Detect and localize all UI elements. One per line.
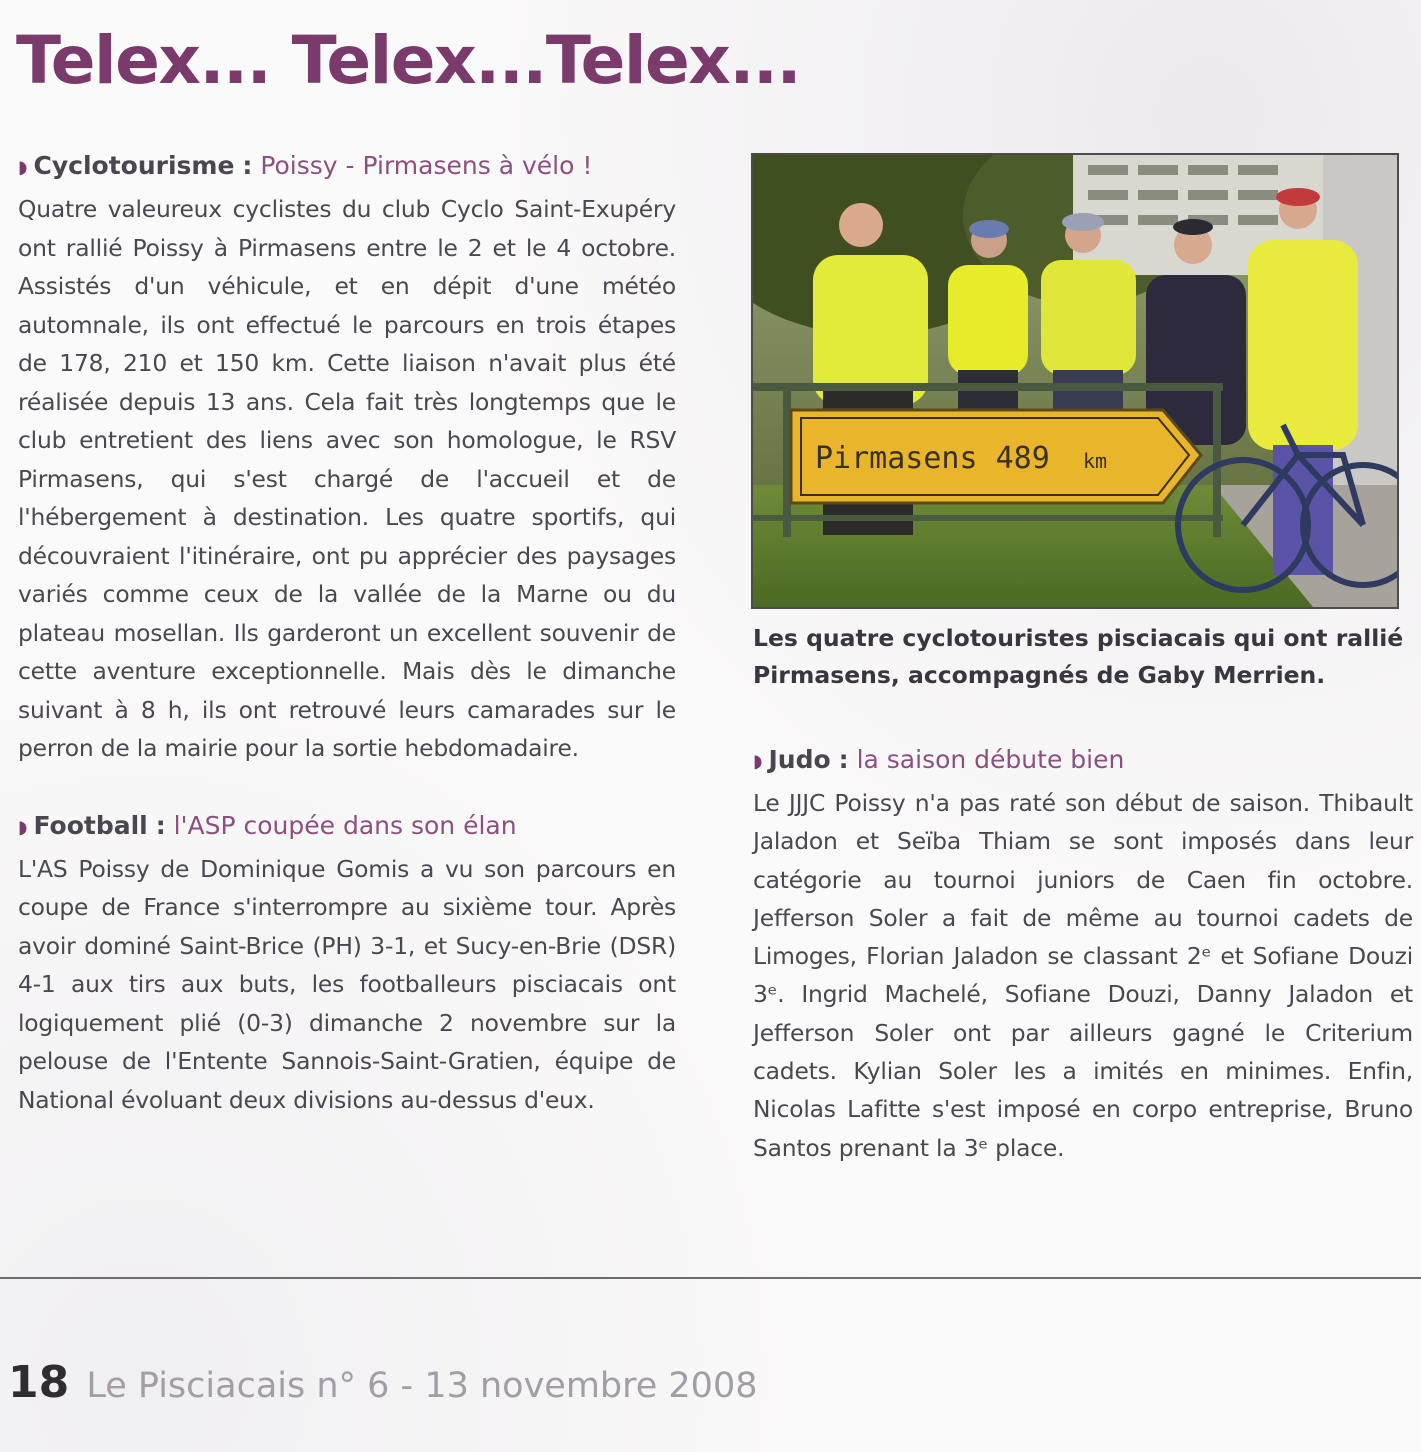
article-heading bbox=[18, 148, 676, 186]
heading-separator: : bbox=[838, 745, 849, 774]
article-body: Quatre valeureux cyclistes du club Cyclo Saint-Exupéry ont rallié Poissy à Pirmasens entre le 2 et le 4 octobre. Assistés d'un véhicule, et en dépit d'une météo automnale, ils ont effectué le parcours en trois étapes de 178, 210 et 150 km. Cette liaison n'avait plus été réalisée depuis 13 ans. Cela fait très longtemps que le club entretient des liens avec son homologue, le RSV Pirmasens, qui s'est chargé de l'accueil et de l'hébergement à destination. Les quatre sportifs, qui découvraient l'itinéraire, ont pu apprécier des paysages variés comme ceux de la vallée de la Marne ou du plateau mosellan. Ils garderont un excellent souvenir de cette aventure exceptionnelle. Mais dès le dimanche suivant à 8 h, ils ont retrouvé leurs camarades sur le perron de la mairie pour la sortie hebdomadaire. bbox=[18, 195, 676, 762]
sign-text: Pirmasens 489 bbox=[815, 441, 1050, 476]
article-judo bbox=[753, 742, 1413, 1167]
article-cyclotourisme bbox=[18, 148, 676, 768]
page-title: Telex... Telex...Telex... bbox=[16, 22, 801, 99]
photo-illustration bbox=[753, 155, 1397, 607]
cyclists-photo bbox=[751, 153, 1399, 609]
bullet-icon: ◗ bbox=[753, 751, 763, 772]
page-footer bbox=[8, 1357, 757, 1408]
article-category: Cyclotourisme bbox=[33, 151, 235, 180]
article-body: Le JJJC Poissy n'a pas raté son début de saison. Thibault Jaladon et Seïba Thiam se sont imposés dans leur catégorie au tournoi juniors de Caen fin octobre. Jefferson Soler a fait de même au tournoi cadets de Limoges, Florian Jaladon se classant 2ᵉ et Sofiane Douzi 3ᵉ. Ingrid Machelé, Sofiane Douzi, Danny Jaladon et Jefferson Soler ont par ailleurs gagné le Criterium cadets. Kylian Soler les a imités en minimes. Enfin, Nicolas Lafitte s'est imposé en corpo entreprise, Bruno Santos prenant la 3ᵉ place. bbox=[753, 789, 1413, 1162]
article-heading bbox=[18, 808, 676, 846]
right-column bbox=[753, 742, 1413, 1167]
bullet-icon: ◗ bbox=[18, 157, 28, 178]
left-column bbox=[18, 148, 676, 1119]
article-subtitle: la saison débute bien bbox=[856, 745, 1125, 774]
bullet-icon: ◗ bbox=[18, 816, 28, 838]
article-football bbox=[18, 808, 676, 1120]
sign-unit: km bbox=[1083, 449, 1108, 473]
article-subtitle: l'ASP coupée dans son élan bbox=[173, 810, 517, 840]
heading-separator: : bbox=[155, 810, 166, 840]
heading-separator: : bbox=[242, 151, 253, 180]
article-body: L'AS Poissy de Dominique Gomis a vu son parcours en coupe de France s'interrompre au sixième tour. Après avoir dominé Saint-Brice (PH) 3-1, et Sucy-en-Brie (DSR) 4-1 aux tirs aux buts, les footballeurs pisciacais ont logiquement plié (0-3) dimanche 2 novembre sur la pelouse de l'Entente Sannois-Saint-Gratien, équipe de National évoluant deux divisions au-dessus d'eux. bbox=[18, 854, 676, 1114]
page-number: 18 bbox=[8, 1357, 70, 1408]
article-category: Football bbox=[33, 810, 148, 840]
article-category: Judo bbox=[768, 745, 831, 774]
article-subtitle: Poissy - Pirmasens à vélo ! bbox=[260, 151, 593, 180]
article-heading bbox=[753, 742, 1413, 780]
publication-info: Le Pisciacais n° 6 - 13 novembre 2008 bbox=[86, 1366, 758, 1406]
photo-caption: Les quatre cyclotouristes pisciacais qui ont rallié Pirmasens, accompagnés de Gaby Merrien. bbox=[753, 624, 1404, 689]
footer-divider bbox=[0, 1277, 1421, 1279]
